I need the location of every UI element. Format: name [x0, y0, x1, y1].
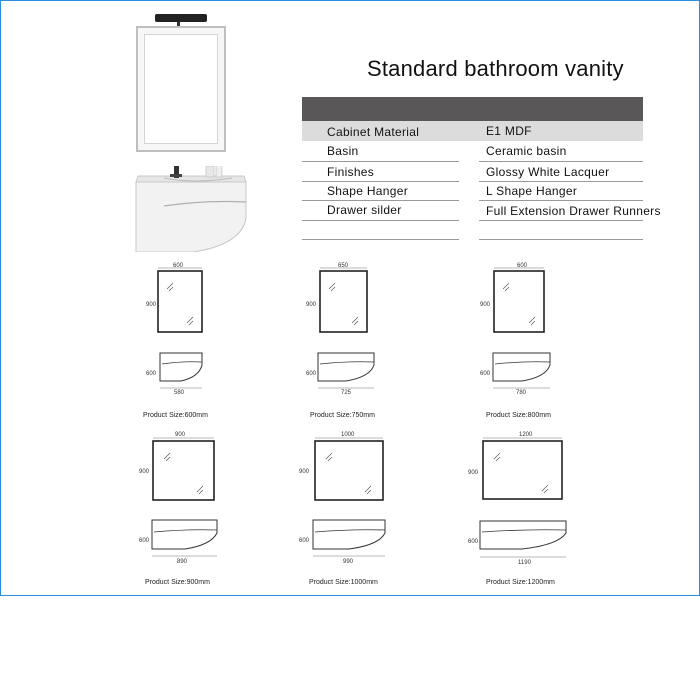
product-card-800	[478, 261, 558, 421]
mirror-width-label: 600	[517, 263, 528, 269]
mirror-width-label: 600	[173, 263, 184, 269]
mirror-diagram	[141, 261, 221, 421]
mirror-width-label: 650	[338, 263, 349, 269]
spec-divider	[302, 220, 459, 221]
cabinet-width-label: 780	[516, 390, 527, 396]
spec-value-drawer-slider: Full Extension Drawer Runners	[486, 204, 661, 218]
product-size-label: Product Size:1000mm	[309, 579, 378, 586]
page-title: Standard bathroom vanity	[367, 56, 624, 81]
spec-table-header-bar	[302, 97, 643, 121]
cabinet-width-label: 1190	[518, 560, 531, 566]
mirror-height-label: 900	[139, 469, 150, 475]
cabinet-width-label: 580	[174, 390, 185, 396]
spec-label-shape-hanger: Shape Hanger	[327, 184, 408, 198]
product-size-label: Product Size:600mm	[143, 412, 208, 419]
cabinet-height-label: 600	[468, 539, 479, 545]
product-card-750	[304, 261, 384, 421]
spec-label-finishes: Finishes	[327, 165, 375, 179]
mirror-diagram	[478, 261, 558, 421]
mirror-width-label: 1000	[341, 432, 355, 438]
spec-divider	[302, 181, 459, 182]
cabinet-width-label: 725	[341, 390, 352, 396]
cabinet-height-label: 600	[146, 371, 157, 377]
mirror-width-label: 900	[175, 432, 186, 438]
spec-label-basin: Basin	[327, 144, 359, 158]
cabinet-width-label: 890	[177, 559, 188, 565]
mirror-height-label: 900	[146, 302, 157, 308]
cabinet-width-label: 990	[343, 559, 354, 565]
spec-divider	[302, 200, 459, 201]
mirror-height-label: 900	[306, 302, 317, 308]
spec-divider	[302, 239, 459, 240]
hero-vanity-cabinet-image	[134, 166, 248, 252]
product-size-label: Product Size:750mm	[310, 412, 375, 419]
product-card-1000	[297, 429, 401, 591]
spec-value-shape-hanger: L Shape Hanger	[486, 184, 578, 198]
spec-divider	[479, 200, 643, 201]
product-size-label: Product Size:800mm	[486, 412, 551, 419]
product-size-label: Product Size:1200mm	[486, 579, 555, 586]
mirror-height-label: 900	[480, 302, 491, 308]
spec-label-cabinet-material: Cabinet Material	[327, 125, 420, 139]
cabinet-height-label: 600	[306, 371, 317, 377]
mirror-diagram	[297, 429, 401, 591]
mirror-height-label: 900	[468, 470, 479, 476]
spec-divider	[302, 161, 459, 162]
spec-value-finishes: Glossy White Lacquer	[486, 165, 610, 179]
cabinet-height-label: 600	[139, 538, 150, 544]
cabinet-height-label: 600	[299, 538, 310, 544]
spec-label-drawer-slider: Drawer silder	[327, 203, 402, 217]
mirror-height-label: 900	[299, 469, 310, 475]
spec-value-cabinet-material: E1 MDF	[486, 124, 532, 138]
mirror-diagram	[137, 429, 237, 591]
mirror-lamp-image	[155, 14, 207, 22]
product-size-label: Product Size:900mm	[145, 579, 210, 586]
spec-divider	[479, 220, 643, 221]
product-card-1200	[466, 429, 576, 591]
spec-divider	[479, 239, 643, 240]
hero-mirror-image	[136, 26, 226, 152]
cabinet-height-label: 600	[480, 371, 491, 377]
mirror-diagram	[304, 261, 384, 421]
spec-divider	[479, 181, 643, 182]
spec-divider	[479, 161, 643, 162]
mirror-width-label: 1200	[519, 432, 533, 438]
product-card-900	[137, 429, 237, 591]
mirror-diagram	[466, 429, 576, 591]
product-card-600	[141, 261, 221, 421]
spec-value-basin: Ceramic basin	[486, 144, 567, 158]
